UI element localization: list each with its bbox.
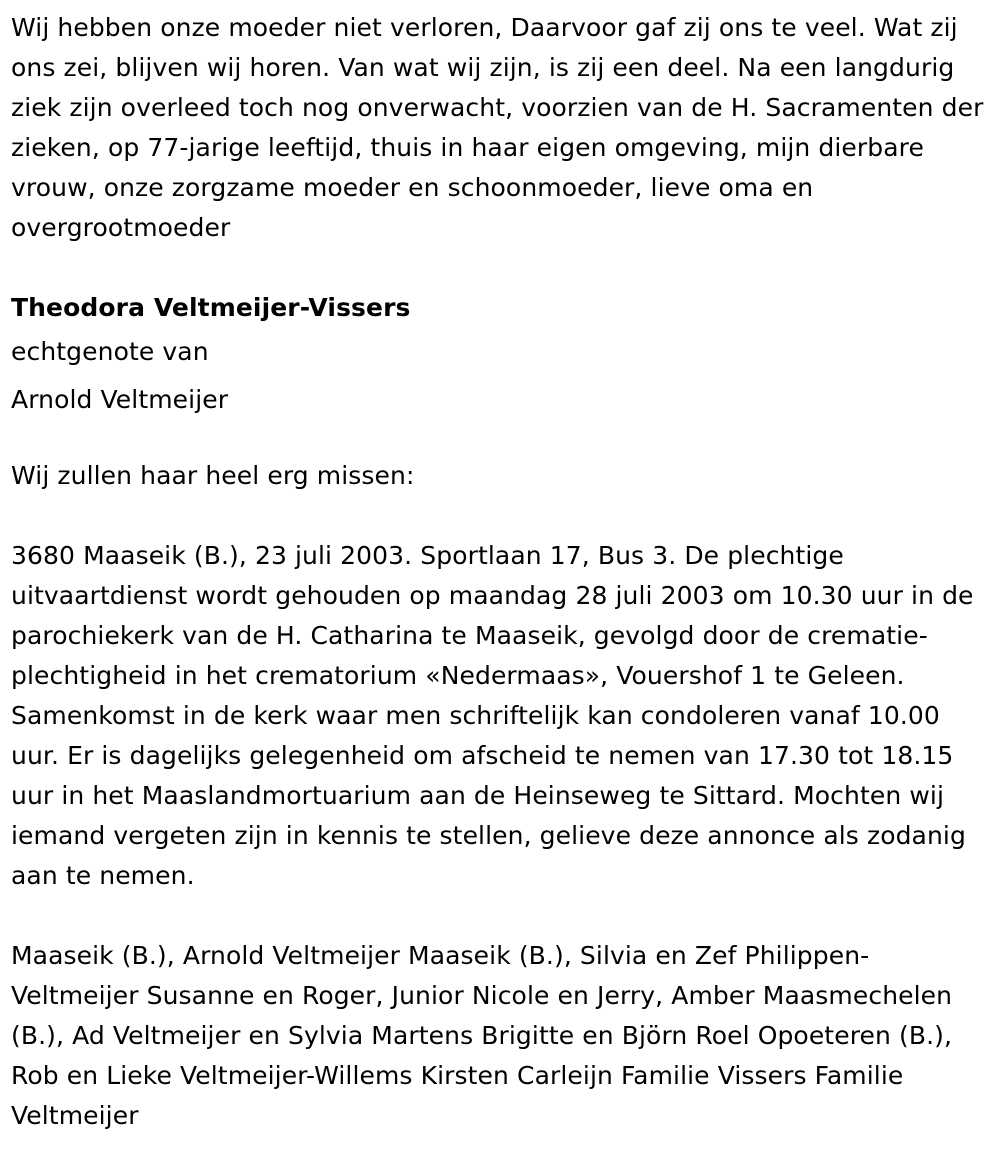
signers-paragraph: Maaseik (B.), Arnold Veltmeijer Maaseik (B.), Silvia en Zef Philippen-Veltmeijer Susanne en Roger, Junior Nicole en Jerry, Amber Maasmechelen (B.), Ad Veltmeijer en Sylvia Martens Brigitte en Björn Roel Opoeteren (B.), Rob en Lieke Veltmeijer-Willems Kirsten Carleijn Familie Vissers Familie Veltmeijer [11,941,953,1130]
intro-paragraph: Wij hebben onze moeder niet verloren, Daarvoor gaf zij ons te veel. Wat zij ons zei, blijven wij horen. Van wat wij zijn, is zij een deel. Na een langdurig ziek zijn overleed toch nog onverwacht, voorzien van de H. Sacramenten der zieken, op 77-jarige leeftijd, thuis in haar eigen omgeving, mijn dierbare vrouw, onze zorgzame moeder en schoonmoeder, lieve oma en overgrootmoeder [11,13,984,242]
miss-text: Wij zullen haar heel erg missen: [11,461,415,490]
funeral-details-paragraph: 3680 Maaseik (B.), 23 juli 2003. Sportlaan 17, Bus 3. De plechtige uitvaartdienst wordt gehouden op maandag 28 juli 2003 om 10.30 uur in de parochiekerk van de H. Catharina te Maaseik, gevolgd door de crematie-plechtigheid in het crematorium «Nedermaas», Vouershof 1 te Geleen. Samenkomst in de kerk waar men schriftelijk kan condoleren vanaf 10.00 uur. Er is dagelijks gelegenheid om afscheid te nemen van 17.30 tot 18.15 uur in het Maaslandmortuarium aan de Heinseweg te Sittard. Mochten wij iemand vergeten zijn in kennis te stellen, gelieve deze annonce als zodanig aan te nemen. [11,541,974,890]
deceased-name: Theodora Veltmeijer-Vissers [11,293,411,322]
spouse-label: echtgenote van [11,337,209,366]
spouse-name: Arnold Veltmeijer [11,385,229,414]
